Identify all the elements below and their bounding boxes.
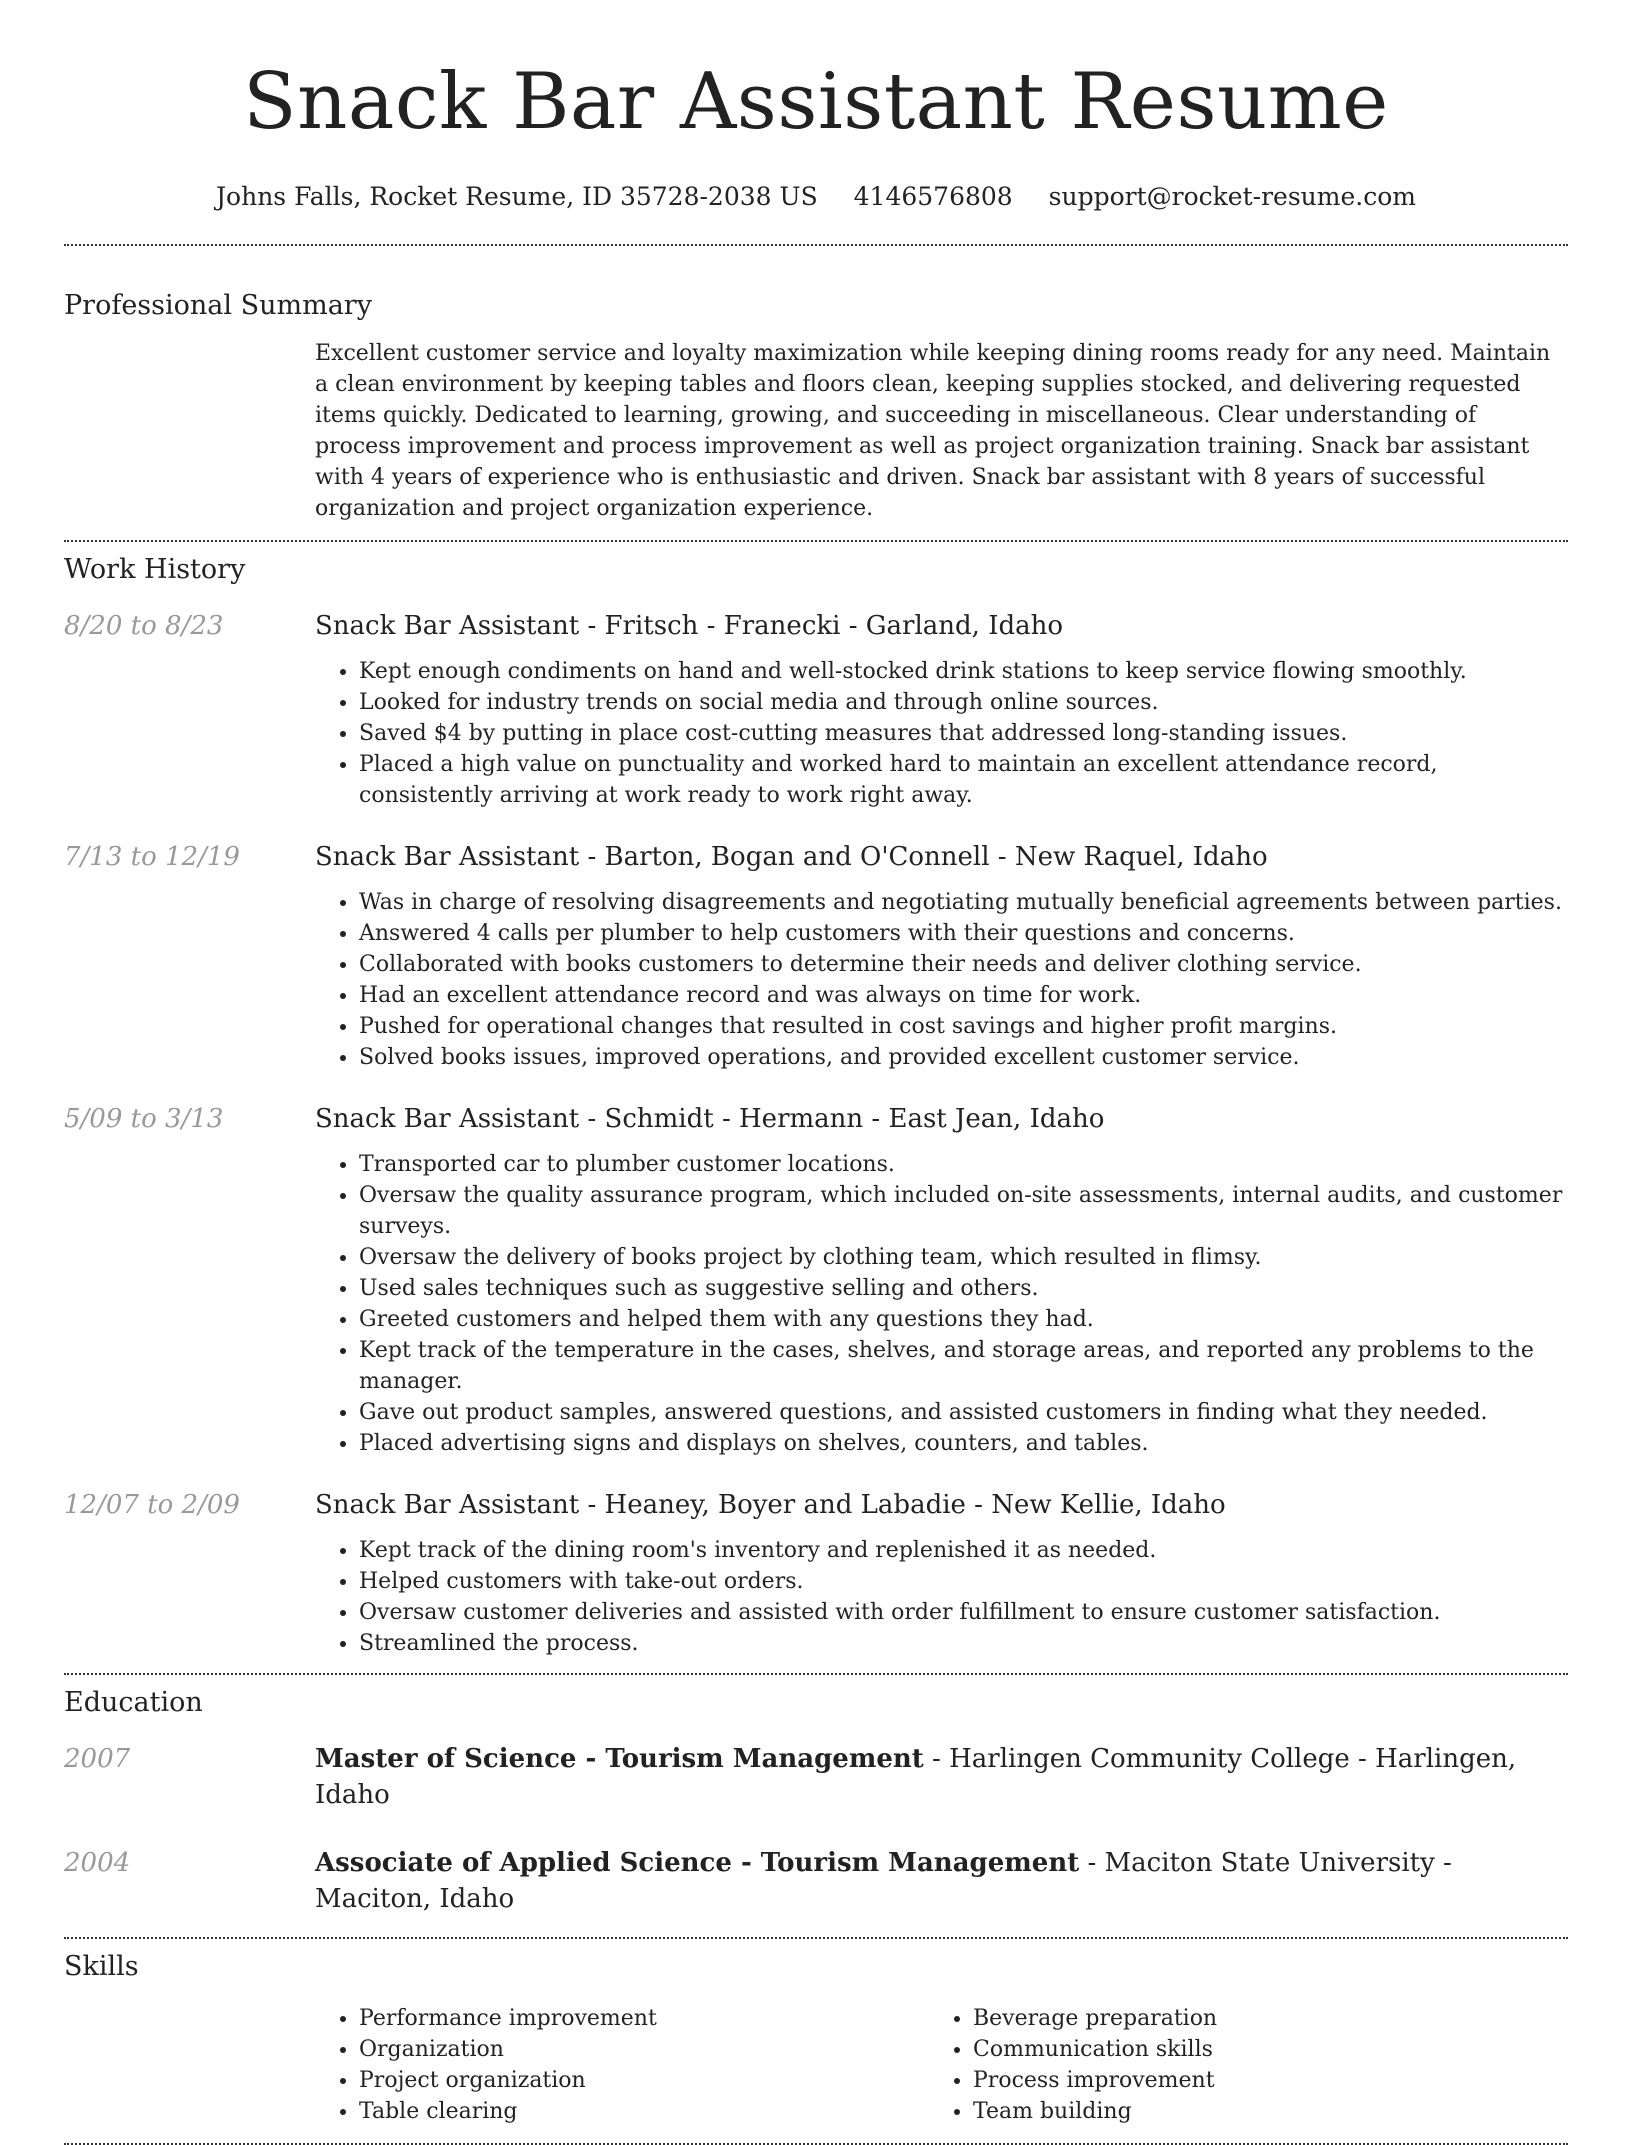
resume-page <box>64 0 1568 2145</box>
summary-spacer <box>64 338 315 524</box>
list-item: • Saved $4 by putting in place cost-cutting measures that addressed long-standing issues. <box>359 718 1568 749</box>
job-title: Snack Bar Assistant - Barton, Bogan and O'Connell - New Raquel, Idaho <box>315 842 1268 872</box>
contact-phone: 4146576808 <box>853 182 1013 211</box>
job-entry <box>64 1487 1568 1659</box>
list-item: • Placed a high value on punctuality and worked hard to maintain an excellent attendance record, consistently arriving at work ready to work right away. <box>359 749 1568 811</box>
skill-item: • Organization <box>359 2034 929 2065</box>
list-item: • Answered 4 calls per plumber to help customers with their questions and concerns. <box>359 918 1568 949</box>
skills-heading: Skills <box>64 1951 139 1982</box>
skill-item: • Performance improvement <box>359 2003 929 2034</box>
skill-item: • Team building <box>973 2096 1543 2127</box>
contact-email: support@rocket-resume.com <box>1048 182 1416 211</box>
skill-item: • Communication skills <box>973 2034 1543 2065</box>
page-title: Snack Bar Assistant Resume <box>243 57 1389 147</box>
list-item: • Was in charge of resolving disagreements and negotiating mutually beneficial agreements between parties. <box>359 887 1568 918</box>
skills-list <box>315 2003 1568 2127</box>
job-title: Snack Bar Assistant - Schmidt - Hermann - East Jean, Idaho <box>315 1104 1105 1134</box>
skill-item: • Process improvement <box>973 2065 1543 2096</box>
divider <box>64 540 1568 542</box>
skills-column-left <box>315 2003 929 2127</box>
summary-text: Excellent customer service and loyalty maximization while keeping dining rooms ready for any need. Maintain a clean environment by keeping tables and floors clean, keeping supplies stocked, and delivering requested items quickly. Dedicated to learning, growing, and succeeding in miscellaneous. Clear understanding of process improvement and process improvement as well as project organization training. Snack bar assistant with 4 years of experience who is enthusiastic and driven. Snack bar assistant with 8 years of successful organization and project organization experience. <box>315 341 1551 521</box>
education-school: - Harlingen Community College - Harlingen, Idaho <box>315 1744 1517 1810</box>
skills-column-right <box>929 2003 1543 2127</box>
list-item: • Streamlined the process. <box>359 1628 1568 1659</box>
list-item: • Gave out product samples, answered questions, and assisted customers in finding what they needed. <box>359 1397 1568 1428</box>
work-heading: Work History <box>64 554 246 585</box>
work-section <box>64 552 1568 1659</box>
summary-section <box>64 288 1568 524</box>
job-dates: 7/13 to 12/19 <box>64 842 240 872</box>
skill-item: • Project organization <box>359 2065 929 2096</box>
list-item: • Pushed for operational changes that resulted in cost savings and higher profit margins. <box>359 1011 1568 1042</box>
list-item: • Collaborated with books customers to determine their needs and deliver clothing service. <box>359 949 1568 980</box>
contact-address: Johns Falls, Rocket Resume, ID 35728-2038 US <box>216 182 818 211</box>
education-year: 2007 <box>64 1744 131 1774</box>
list-item: • Helped customers with take-out orders. <box>359 1566 1568 1597</box>
list-item: • Looked for industry trends on social media and through online sources. <box>359 687 1568 718</box>
job-title: Snack Bar Assistant - Heaney, Boyer and Labadie - New Kellie, Idaho <box>315 1490 1226 1520</box>
job-title: Snack Bar Assistant - Fritsch - Franecki - Garland, Idaho <box>315 611 1064 641</box>
divider <box>64 1937 1568 1939</box>
education-year: 2004 <box>64 1848 131 1878</box>
skill-item: • Table clearing <box>359 2096 929 2127</box>
list-item: • Transported car to plumber customer locations. <box>359 1149 1568 1180</box>
job-entry <box>64 608 1568 811</box>
skills-spacer <box>64 2003 315 2127</box>
education-section <box>64 1685 1568 1917</box>
list-item: • Solved books issues, improved operations, and provided excellent customer service. <box>359 1042 1568 1073</box>
list-item: • Placed advertising signs and displays on shelves, counters, and tables. <box>359 1428 1568 1459</box>
skill-item: • Beverage preparation <box>973 2003 1543 2034</box>
list-item: • Had an excellent attendance record and was always on time for work. <box>359 980 1568 1011</box>
education-title <box>315 1741 1568 1813</box>
job-dates: 5/09 to 3/13 <box>64 1104 224 1134</box>
skills-section <box>64 1949 1568 2127</box>
list-item: • Kept track of the dining room's inventory and replenished it as needed. <box>359 1535 1568 1566</box>
list-item: • Oversaw customer deliveries and assisted with order fulfillment to ensure customer satisfaction. <box>359 1597 1568 1628</box>
list-item: • Kept enough condiments on hand and well-stocked drink stations to keep service flowing smoothly. <box>359 656 1568 687</box>
education-degree: Master of Science - Tourism Management <box>315 1744 924 1774</box>
list-item: • Oversaw the delivery of books project by clothing team, which resulted in flimsy. <box>359 1242 1568 1273</box>
job-bullets <box>315 1149 1568 1459</box>
education-entry <box>64 1741 1568 1813</box>
education-heading: Education <box>64 1687 203 1718</box>
divider <box>64 244 1568 246</box>
job-bullets <box>315 887 1568 1073</box>
divider <box>64 1673 1568 1675</box>
education-entry <box>64 1845 1568 1917</box>
job-bullets <box>315 656 1568 811</box>
list-item: • Oversaw the quality assurance program, which included on-site assessments, internal audits, and customer surveys. <box>359 1180 1568 1242</box>
job-entry <box>64 839 1568 1073</box>
education-school: - Maciton State University - Maciton, Idaho <box>315 1848 1452 1914</box>
list-item: • Used sales techniques such as suggestive selling and others. <box>359 1273 1568 1304</box>
job-dates: 12/07 to 2/09 <box>64 1490 240 1520</box>
education-title <box>315 1845 1568 1917</box>
education-degree: Associate of Applied Science - Tourism Management <box>315 1848 1080 1878</box>
list-item: • Greeted customers and helped them with any questions they had. <box>359 1304 1568 1335</box>
job-entry <box>64 1101 1568 1459</box>
job-dates: 8/20 to 8/23 <box>64 611 224 641</box>
job-bullets <box>315 1535 1568 1659</box>
list-item: • Kept track of the temperature in the cases, shelves, and storage areas, and reported any problems to the manager. <box>359 1335 1568 1397</box>
contact-line <box>64 180 1568 214</box>
summary-heading: Professional Summary <box>64 290 372 321</box>
